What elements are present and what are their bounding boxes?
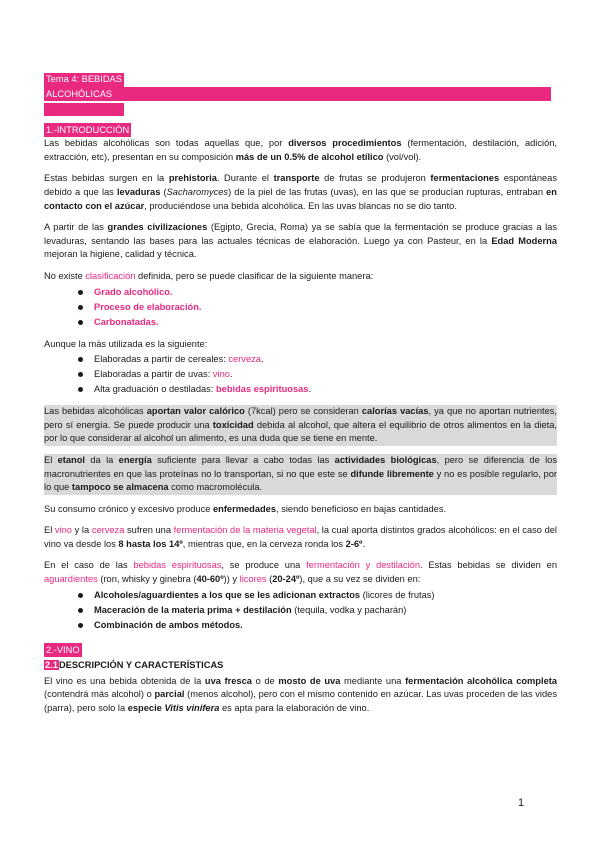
classification-list [44,285,557,330]
title-line-1: Tema 4: BEBIDAS [44,73,124,87]
paragraph-7: El etanol da la energía suficiente para llevar a cabo todas las actividades biológicas, pero se diferencia de los macronutrientes en que las proteínas no lo transportan, si no que este se difunde libremente y no es posible regularlo, por lo que tampoco se almacena como macromolécula. [44,454,557,495]
bullet-icon [78,623,83,628]
bullet-icon [78,305,83,310]
list-item: Combinación de ambos métodos. [44,618,557,633]
list-item: Maceración de la materia prima + destilación (tequila, vodka y pacharán) [44,603,557,618]
paragraph-1: Las bebidas alcohólicas son todas aquellas que, por diversos procedimientos (fermentación, destilación, adición, extracción, etc), presentan en su composición más de un 0.5% de alcohol etílico (vol/vol). [44,138,558,162]
section-heading-intro: 1.-INTRODUCCIÓN [46,124,130,135]
paragraph-8: Su consumo crónico y excesivo produce enfermedades, siendo beneficioso en bajas cantidades. [44,503,447,514]
bullet-icon [78,608,83,613]
bullet-icon [78,593,83,598]
list-item: Proceso de elaboración. [44,300,557,315]
bullet-icon [78,357,83,362]
paragraph-5: Aunque la más utilizada es la siguiente: [44,338,208,349]
paragraph-9: El vino y la cerveza sufren una fermentación de la materia vegetal, la cual aporta distintos grados alcohólicos: en el caso del vino va desde los 8 hasta los 14º, mientras que, en la cerveza ronda los 2-6º. [44,525,557,549]
paragraph-4: No existe clasificación definida, pero se puede clasificar de la siguiente manera: [44,270,374,281]
page-content [44,73,557,724]
title-block [44,73,557,116]
page-number: 1 [518,797,525,809]
list-item: Carbonatadas. [44,315,557,330]
subsection-label: DESCRIPCIÓN Y CARACTERÍSTICAS [58,660,224,671]
paragraph-3: A partir de las grandes civilizaciones (Egipto, Grecia, Roma) ya se sabía que la fermentación se produce gracias a las levaduras, sentando las bases para las actuales técnicas de elaboración. Luego ya con Pasteur, en la Edad Moderna mejoran la higiene, calidad y técnica. [44,222,557,260]
paragraph-10: En el caso de las bebidas espirituosas, se produce una fermentación y destilación. Estas bebidas se dividen en aguardientes (ron, whisky y ginebra (40-60º)) y licores (20-24º), que a su vez se dividen en: [44,560,557,585]
section-heading-vino: 2.-VINO [46,644,80,655]
paragraph-6: Las bebidas alcohólicas aportan valor calórico (7kcal) pero se consideran calorías vacías, ya que no aportan nutrientes, pero sí energía. Se puede producir una toxicidad debida al alcohol, que altera el equilibrio de otros alimentos en la dieta, por lo que considerar al alcohol un alimento, es una duda que se tiene en mente. [44,405,557,446]
paragraph-2: Estas bebidas surgen en la prehistoria. Durante el transporte de frutas se produjeron fermentaciones espontáneas debido a que las levaduras (Sacharomyces) de la piel de las frutas (uvas), en las que se producían rupturas, entraban en contacto con el azúcar, produciéndose una bebida alcohólica. En las uvas blancas no se dio tanto. [44,173,557,211]
list-item: Alcoholes/aguardientes a los que se les adicionan extractos (licores de frutas) [44,588,557,603]
bullet-icon [78,290,83,295]
spirits-list [44,588,557,633]
paragraph-11: El vino es una bebida obtenida de la uva fresca o de mosto de uva mediante una fermentación alcohólica completa (contendrá más alcohol) o parcial (menos alcohol), pero con el mismo contenido en azúcar. Las uvas proceden de las vides (parra), pero solo la especie Vitis vinifera es apta para la elaboración de vino. [44,675,558,714]
list-item: Grado alcohólico. [44,285,557,300]
list-item: Elaboradas a partir de cereales: cerveza. [44,352,557,367]
subsection-number: 2.1 [45,660,58,671]
title-highlight-bar [44,103,124,116]
common-classification-list [44,352,557,397]
subsection-heading [44,659,557,673]
list-item: Alta graduación o destiladas: bebidas espirituosas. [44,382,557,397]
title-line-2: ALCOHÓLICAS [44,87,551,101]
bullet-icon [78,320,83,325]
bullet-icon [78,372,83,377]
bullet-icon [78,387,83,392]
list-item: Elaboradas a partir de uvas: vino. [44,367,557,382]
